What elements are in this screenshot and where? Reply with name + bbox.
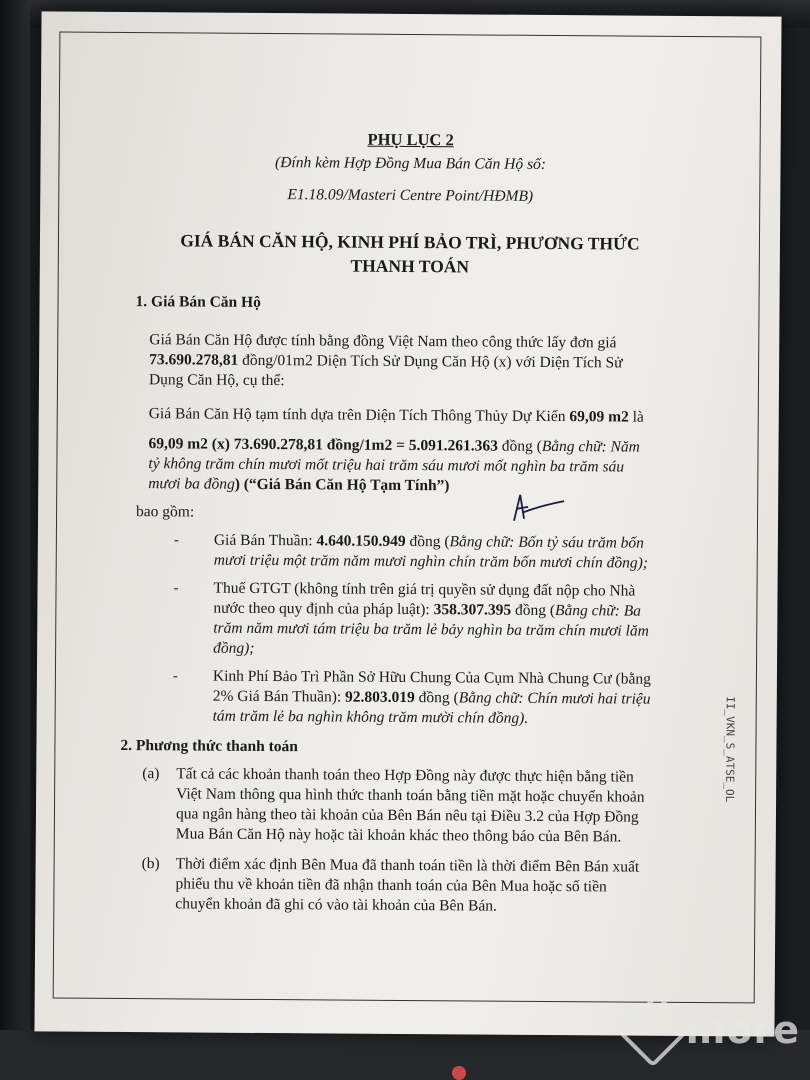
appendix-title: PHỤ LỤC 2 [367, 129, 454, 150]
handwritten-signature [508, 491, 568, 525]
clause-a-line4: Mua Bán Căn Hộ này hoặc tài khoản khác theo thông báo của Bên Bán. [175, 825, 622, 846]
p2-text-end: là [628, 408, 644, 426]
in-words-label: Bằng chữ: Năm [541, 437, 640, 456]
section1-p1-line2-rest: đồng/01m2 Diện Tích Sử Dụng Căn Hộ (x) với Diện Tích Sử [238, 351, 623, 372]
bullet-1: - [173, 532, 179, 549]
item3-in-words: Bằng chữ: Chín mươi hai triệu [458, 689, 651, 708]
item3-line1: Kinh Phí Bảo Trì Phần Sở Hữu Chung Của Cụm Nhà Chung Cư (bằng [212, 667, 651, 688]
unit-price: 73.690.278,81 [149, 351, 239, 369]
watermark [630, 995, 800, 1065]
item1-line2: mươi triệu một trăm năm mươi nghìn chín trăm bốn mươi chín đồng); [213, 551, 649, 572]
section1-p1-line1: Giá Bán Căn Hộ được tính bằng đồng Việt Nam theo công thức lấy đơn giá [149, 331, 617, 352]
item3-line3: tám trăm lẻ ba nghìn không trăm mười chín đồng). [212, 707, 529, 727]
watermark-text: more [685, 1008, 800, 1052]
item3-text: 2% Giá Bán Thuần): [212, 687, 346, 706]
section2-heading: 2. Phương thức thanh toán [120, 736, 299, 756]
section1-p2-line1 [149, 404, 644, 427]
attachment-note-line2: E1.18.09/Masteri Centre Point/HĐMB) [287, 186, 534, 205]
section1-heading: 1. Giá Bán Căn Hộ [135, 293, 261, 311]
item2-text: nước theo quy định của pháp luật): [213, 599, 434, 619]
clause-b-line3: chuyển khoản đã ghi có vào tài khoản của Bên Bán. [175, 895, 497, 915]
clause-b-line1: Thời điểm xác định Bên Mua đã thanh toán tiền là thời điểm Bên Bán xuất [175, 855, 640, 876]
includes-label: bao gồm: [136, 503, 195, 521]
attachment-note-line1: (Đính kèm Hợp Đồng Mua Bán Căn Hộ số: [275, 154, 547, 173]
clause-a-label: (a) [142, 765, 160, 783]
p2-text: đồng ( [497, 437, 542, 455]
clause-a-line3: qua ngân hàng theo tài khoản của Bên Bán nêu tại Điều 3.2 của Hợp Đồng [175, 805, 639, 826]
document-page [34, 11, 781, 1036]
p2-text: Giá Bán Căn Hộ tạm tính dựa trên Diện Tích Thông Thủy Dự Kiến [148, 405, 570, 426]
item2-in-words: Bằng chữ: Ba [554, 602, 642, 620]
document-title-line2: THANH TOÁN [350, 255, 470, 277]
item2-text-2: đồng ( [511, 601, 556, 620]
taskbar-app-icon [452, 1066, 466, 1080]
clause-a-line2: Việt Nam thông qua hình thức thanh toán bằng tiền mặt hoặc chuyển khoản [176, 785, 645, 806]
price-formula: 69,09 m2 (x) 73.690.278,81 đồng/1m2 = 5.091.261.363 [148, 435, 499, 455]
clause-a-line1: Tất cả các khoản thanh toán theo Hợp Đồng này được thực hiện bằng tiền [176, 765, 634, 786]
section1-p2-line4 [148, 474, 449, 496]
bullet-3: - [172, 668, 178, 685]
clause-b-label: (b) [141, 855, 160, 873]
document-title-line1: GIÁ BÁN CĂN HỘ, KINH PHÍ BẢO TRÌ, PHƯƠNG THỨC [180, 230, 640, 254]
item2-line4: đồng); [213, 639, 255, 657]
tentative-price-term: ) (“Giá Bán Căn Hộ Tạm Tính”) [234, 475, 450, 495]
section1-p1-line3: Dụng Căn Hộ, cụ thể: [148, 371, 285, 390]
item1-label: Giá Bán Thuần: [213, 531, 317, 550]
maintenance-fee-value: 92.803.019 [345, 688, 415, 707]
vat-value: 358.307.395 [433, 601, 512, 619]
item2-line1: Thuế GTGT (không tính trên giá trị quyền sử dụng đất nộp cho Nhà [213, 579, 636, 600]
net-price-value: 4.640.150.949 [316, 532, 406, 550]
section1-p2-line3: tỷ không trăm chín mươi mốt triệu hai trăm sáu mươi mốt nghìn ba trăm sáu [148, 455, 625, 476]
item3-text-2: đồng ( [414, 689, 459, 707]
item1-text: đồng ( [405, 532, 450, 551]
clause-b-line2: phiếu thu về khoản tiền đã nhận thanh toán của Bên Mua hoặc số tiền [175, 875, 607, 896]
monitor-bezel-left [0, 0, 30, 1080]
item2-line3: trăm năm mươi tám triệu ba trăm lẻ bảy nghìn ba trăm chín mươi lăm [213, 619, 649, 640]
margin-code: II_VKN_S_ATSE_OL [723, 696, 737, 803]
item1-in-words: Bằng chữ: Bốn tỷ sáu trăm bốn [449, 533, 645, 552]
in-words-end: mươi ba đồng [148, 475, 235, 493]
area-value: 69,09 m2 [569, 408, 629, 426]
bullet-2: - [173, 580, 179, 597]
